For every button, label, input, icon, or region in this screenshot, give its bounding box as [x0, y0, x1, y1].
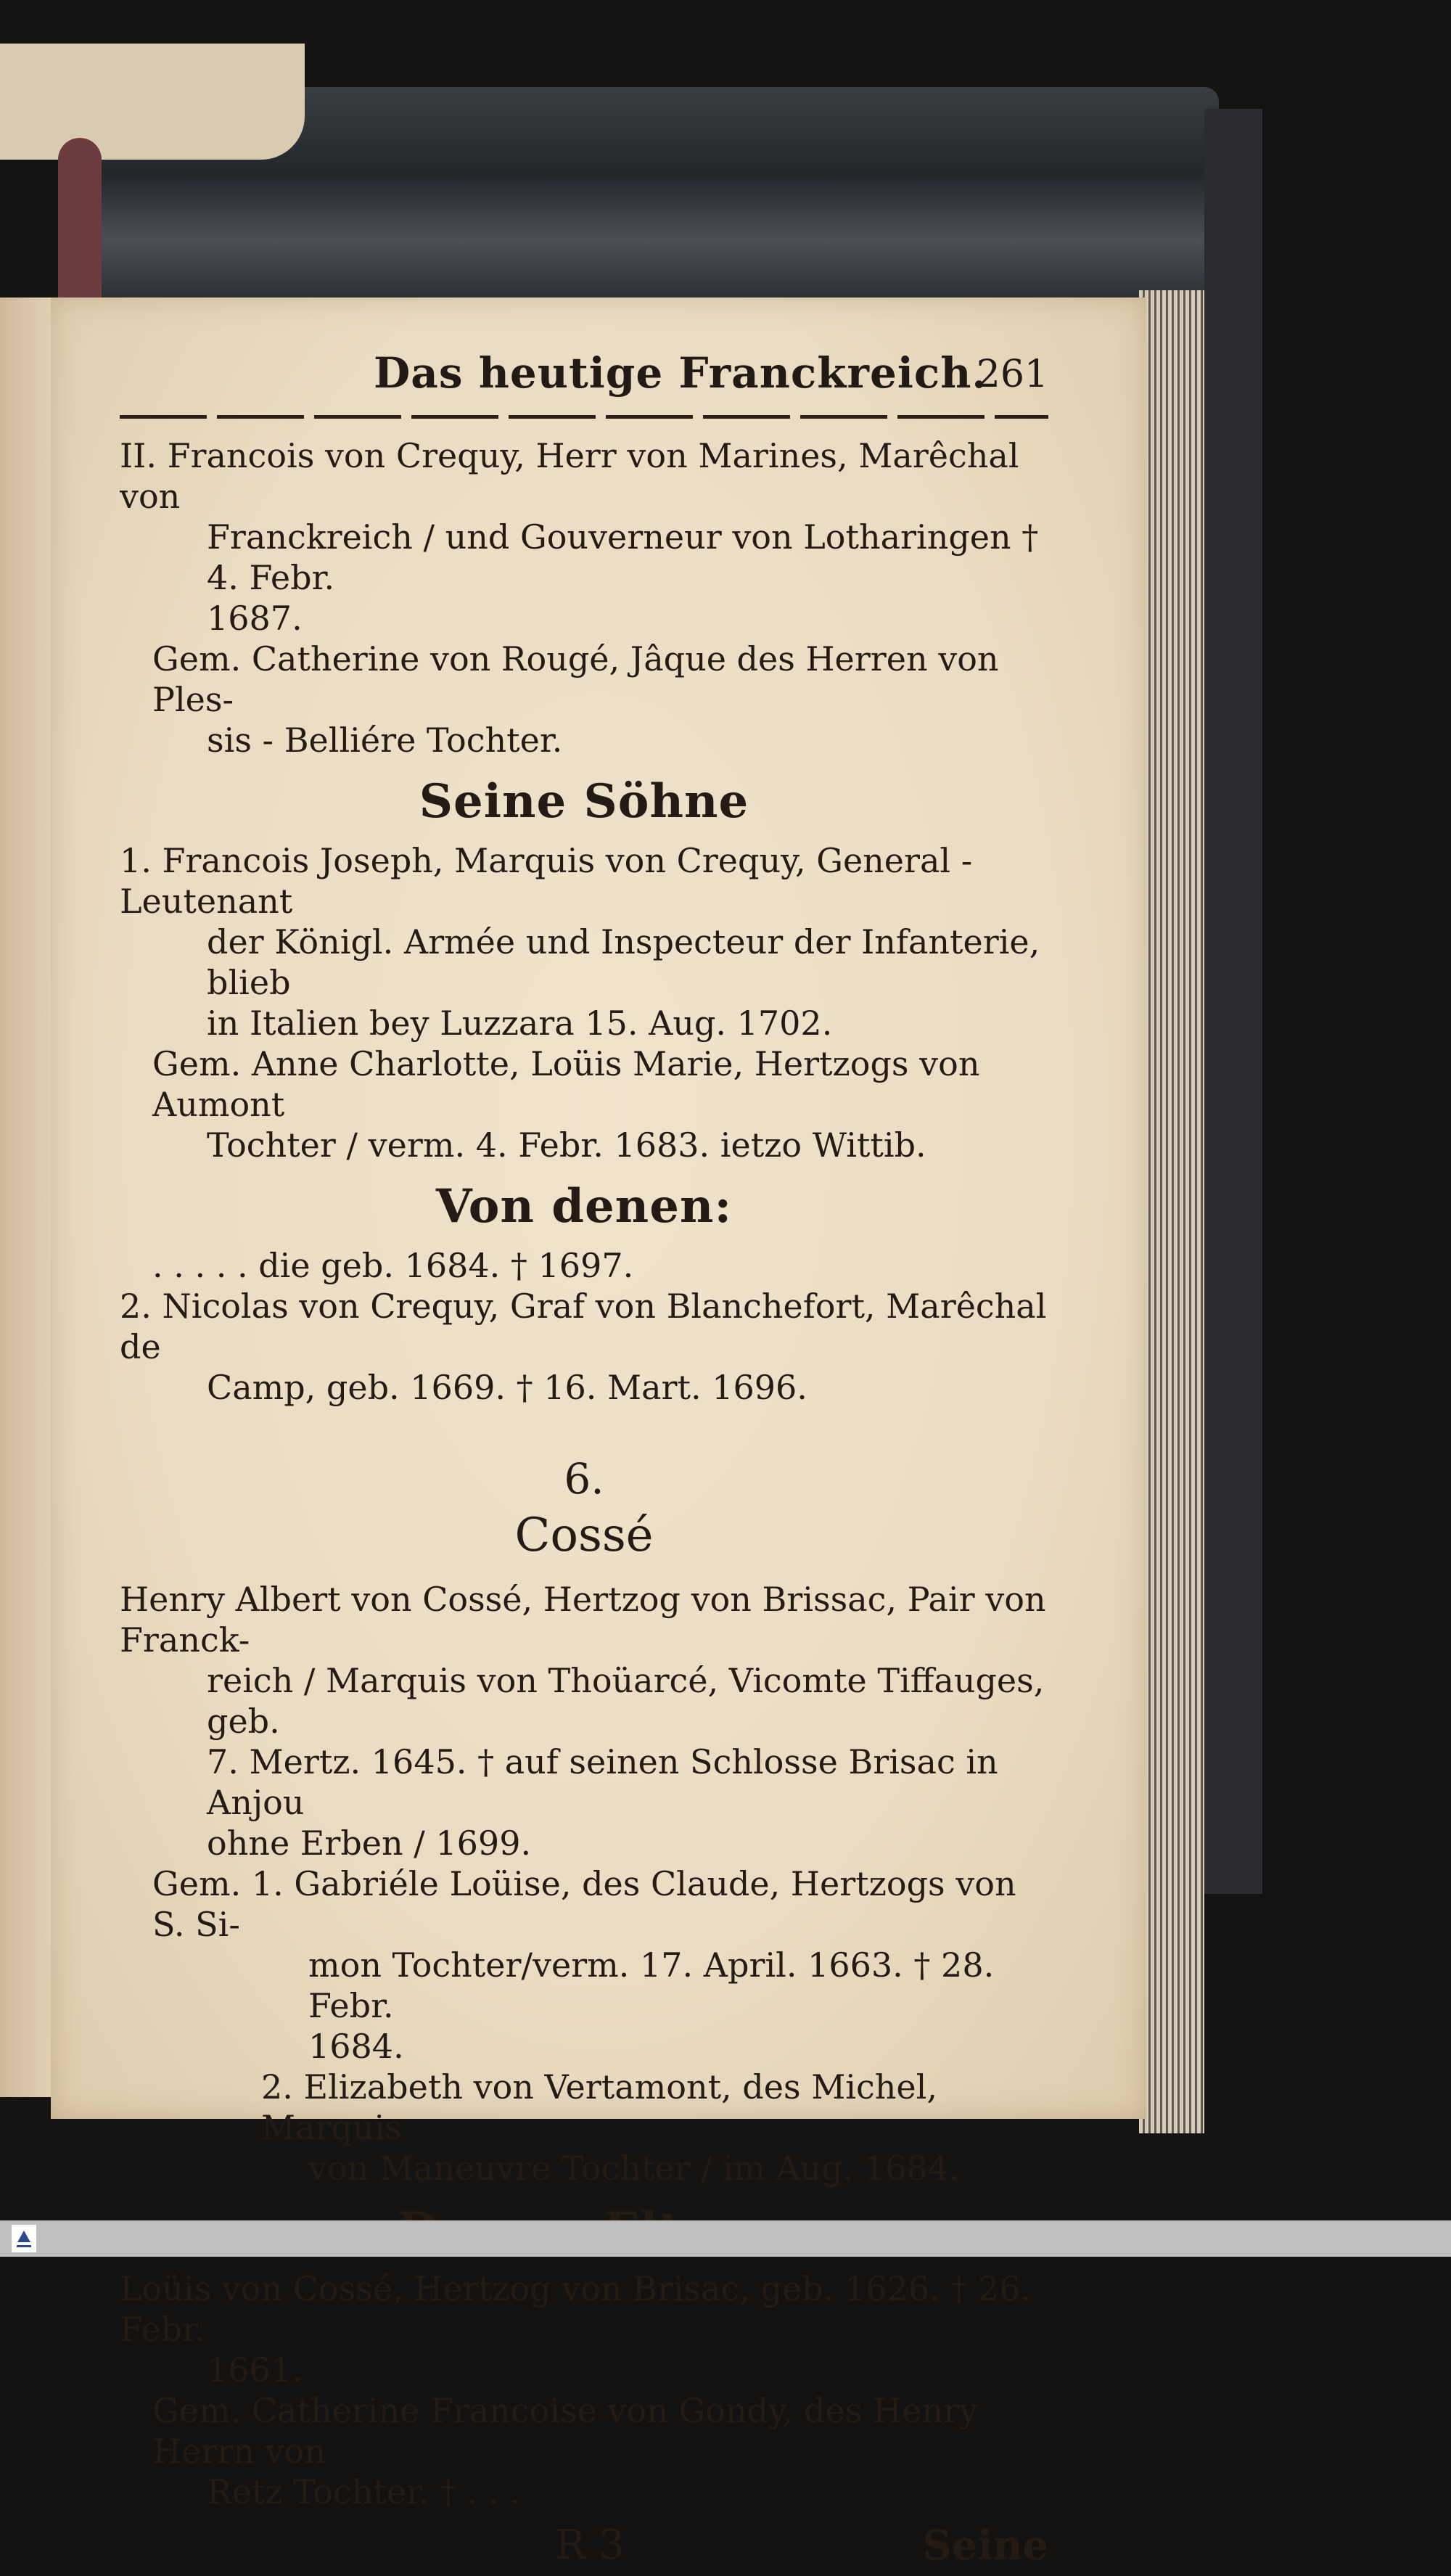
header-rule [120, 415, 1048, 419]
text-line: von Maneuvre Tochter / im Aug. 1684. [308, 2149, 960, 2188]
text-line: Gem. Anne Charlotte, Loüis Marie, Hertzogs von Aumont [152, 1044, 980, 1124]
catchword: Seine [922, 2522, 1048, 2569]
text-line: II. Francois von Crequy, Herr von Marines, Marêchal von [120, 436, 1019, 516]
text-line: . . . . . die geb. 1684. † 1697. [152, 1246, 634, 1285]
running-head: Das heutige Franckreich. [374, 348, 987, 398]
page-number: 261 [976, 353, 1048, 396]
book-page [51, 298, 1146, 2569]
book-cover-edge [1204, 109, 1262, 1894]
text-line: der Königl. Armée und Inspecteur der Infanterie, blieb [207, 922, 1040, 1002]
text-line: reich / Marquis von Thoüarcé, Vicomte Tiffauges, geb. [207, 1661, 1045, 1741]
page-stack-right [1139, 290, 1204, 2133]
text-line: 2. Elizabeth von Vertamont, des Michel, Marquis [261, 2067, 937, 2147]
text-line: Franckreich / und Gouverneur von Lotharingen † 4. Febr. [207, 517, 1039, 597]
text-line: in Italien bey Luzzara 15. Aug. 1702. [207, 1004, 833, 1043]
book-top-edge [65, 87, 1219, 305]
text-line: 1661. [207, 2350, 303, 2390]
page-content [120, 348, 1048, 2569]
text-line: Henry Albert von Cossé, Hertzog von Brissac, Pair von Franck- [120, 1580, 1046, 1660]
text-line: Tochter / verm. 4. Febr. 1683. ietzo Wittib. [207, 1125, 926, 1165]
viewer-bottom-bar [0, 2220, 1451, 2257]
text-line: Retz Tochter. † . . . [207, 2472, 521, 2511]
section-title: Cossé [514, 1509, 654, 1562]
text-line: Gem. Catherine von Rougé, Jâque des Herren von Ples- [152, 639, 999, 719]
signature-mark: R 3 [555, 2522, 625, 2569]
text-line: 2. Nicolas von Crequy, Graf von Blanchefort, Marêchal de [120, 1287, 1047, 1366]
text-line: Gem. 1. Gabriéle Loüise, des Claude, Hertzogs von S. Si- [152, 1864, 1016, 1944]
heading-von-denen: Von denen: [435, 1179, 733, 1234]
left-page-edge [0, 298, 58, 2097]
text-line: 7. Mertz. 1645. † auf seinen Schlosse Brisac in Anjou [207, 1742, 998, 1822]
section-number: 6. [564, 1454, 604, 1504]
page-header [120, 348, 1048, 414]
library-logo-icon [12, 2225, 36, 2252]
heading-seine-soehne: Seine Söhne [419, 774, 749, 829]
text-line: mon Tochter/verm. 17. April. 1663. † 28. Febr. [308, 1945, 995, 2025]
cloth-corner [0, 44, 305, 160]
text-line: sis - Belliére Tochter. [207, 721, 563, 760]
text-line: 1. Francois Joseph, Marquis von Crequy, General - Leutenant [120, 841, 973, 921]
text-line: Loüis von Cossé, Hertzog von Brisac, geb. 1626. † 26. Febr. [120, 2269, 1032, 2349]
text-line: 1684. [308, 2027, 404, 2066]
text-line: Gem. Catherine Francoise von Gondy, des Henry Herrn von [152, 2391, 978, 2471]
text-line: Camp, geb. 1669. † 16. Mart. 1696. [207, 1368, 807, 1407]
text-line: ohne Erben / 1699. [207, 1824, 532, 1863]
text-line: 1687. [207, 599, 303, 638]
page-footer [120, 2522, 1048, 2576]
